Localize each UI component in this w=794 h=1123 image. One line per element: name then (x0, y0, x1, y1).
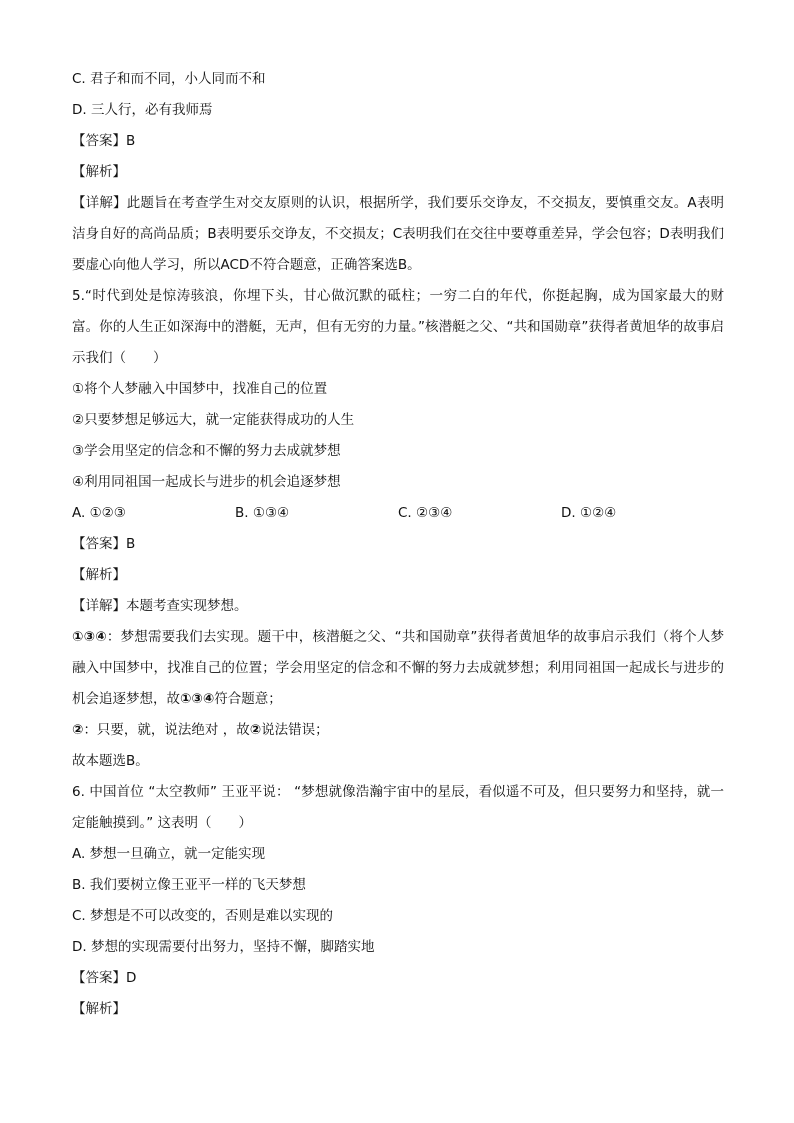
q5-explain1-lead: ①③④ (72, 629, 107, 645)
q5-explain1-text: ：梦想需要我们去实现。题干中，核潜艇之父、“共和国勋章”获得者黄旭华的故事启示我们（将个人梦融入中国梦中，找准自己的位置；学会用坚定的信念和不懈的努力去成就梦想；利用同祖国一起成长与进步的机会追逐梦想，故 (72, 629, 724, 707)
q5-option-a: A. ①②③ (72, 505, 126, 521)
q6-option-d: D. 梦想的实现需要付出努力，坚持不懈，脚踏实地 (72, 939, 375, 955)
q5-explain2-lead: ② (72, 722, 84, 738)
q6-option-b: B. 我们要树立像王亚平一样的飞天梦想 (72, 877, 306, 893)
q5-explain2-mid: ② (249, 722, 262, 738)
q5-options (72, 498, 724, 529)
q4-option-d: D. 三人行，必有我师焉 (72, 102, 213, 118)
q4-option-c: C. 君子和而不同，小人同而不和 (72, 71, 266, 87)
q6-stem: 6. 中国首位 “太空教师” 王亚平说： “梦想就像浩瀚宇宙中的星辰，看似遥不可及，但只要努力和坚持，就一定能触摸到。” 这表明（ ） (72, 784, 724, 831)
q5-item-2: ②只要梦想足够远大，就一定能获得成功的人生 (72, 412, 355, 428)
q5-explanation-1 (72, 622, 724, 715)
q5-item-4: ④利用同祖国一起成长与进步的机会追逐梦想 (72, 474, 341, 490)
q5-analysis-heading: 【解析】 (72, 567, 126, 583)
q5-explain2-end: 说法错误； (261, 722, 329, 738)
q5-option-b: B. ①③④ (235, 505, 290, 521)
q5-option-c: C. ②③④ (398, 505, 453, 521)
q5-stem: 5.“时代到处是惊涛骇浪，你埋下头，甘心做沉默的砥柱；一穷二白的年代，你挺起胸，成为国家最大的财富。你的人生正如深海中的潜艇，无声，但有无穷的力量。”核潜艇之父、“共和国勋章”获得者黄旭华的故事启示我们（ ） (72, 288, 724, 366)
q5-answer: 【答案】B (72, 536, 136, 552)
q6-option-a: A. 梦想一旦确立，就一定能实现 (72, 846, 266, 862)
q5-explain1-mid: ①③④ (180, 691, 215, 707)
q5-explain2-text: ：只要，就，说法绝对 ，故 (83, 722, 250, 738)
q6-analysis-heading: 【解析】 (72, 1001, 126, 1017)
q4-answer: 【答案】B (72, 133, 136, 149)
exam-page (72, 64, 724, 1025)
q5-detail: 【详解】本题考查实现梦想。 (72, 598, 248, 614)
q5-explain1-end: 符合题意； (214, 691, 282, 707)
q6-answer: 【答案】D (72, 970, 137, 986)
q4-detail: 【详解】此题旨在考查学生对交友原则的认识，根据所学，我们要乐交诤友，不交损友，要慎重交友。A表明洁身自好的高尚品质；B表明要乐交诤友，不交损友；C表明我们在交往中要尊重差异，学会包容；D表明我们要虚心向他人学习，所以ACD不符合题意，正确答案选B。 (72, 195, 724, 273)
q6-option-c: C. 梦想是不可以改变的，否则是难以实现的 (72, 908, 334, 924)
q5-item-3: ③学会用坚定的信念和不懈的努力去成就梦想 (72, 443, 341, 459)
q5-conclusion: 故本题选B。 (72, 753, 149, 769)
q4-analysis-heading: 【解析】 (72, 164, 126, 180)
q5-explanation-2 (72, 715, 724, 746)
q5-item-1: ①将个人梦融入中国梦中，找准自己的位置 (72, 381, 328, 397)
q5-option-d: D. ①②④ (561, 505, 617, 521)
